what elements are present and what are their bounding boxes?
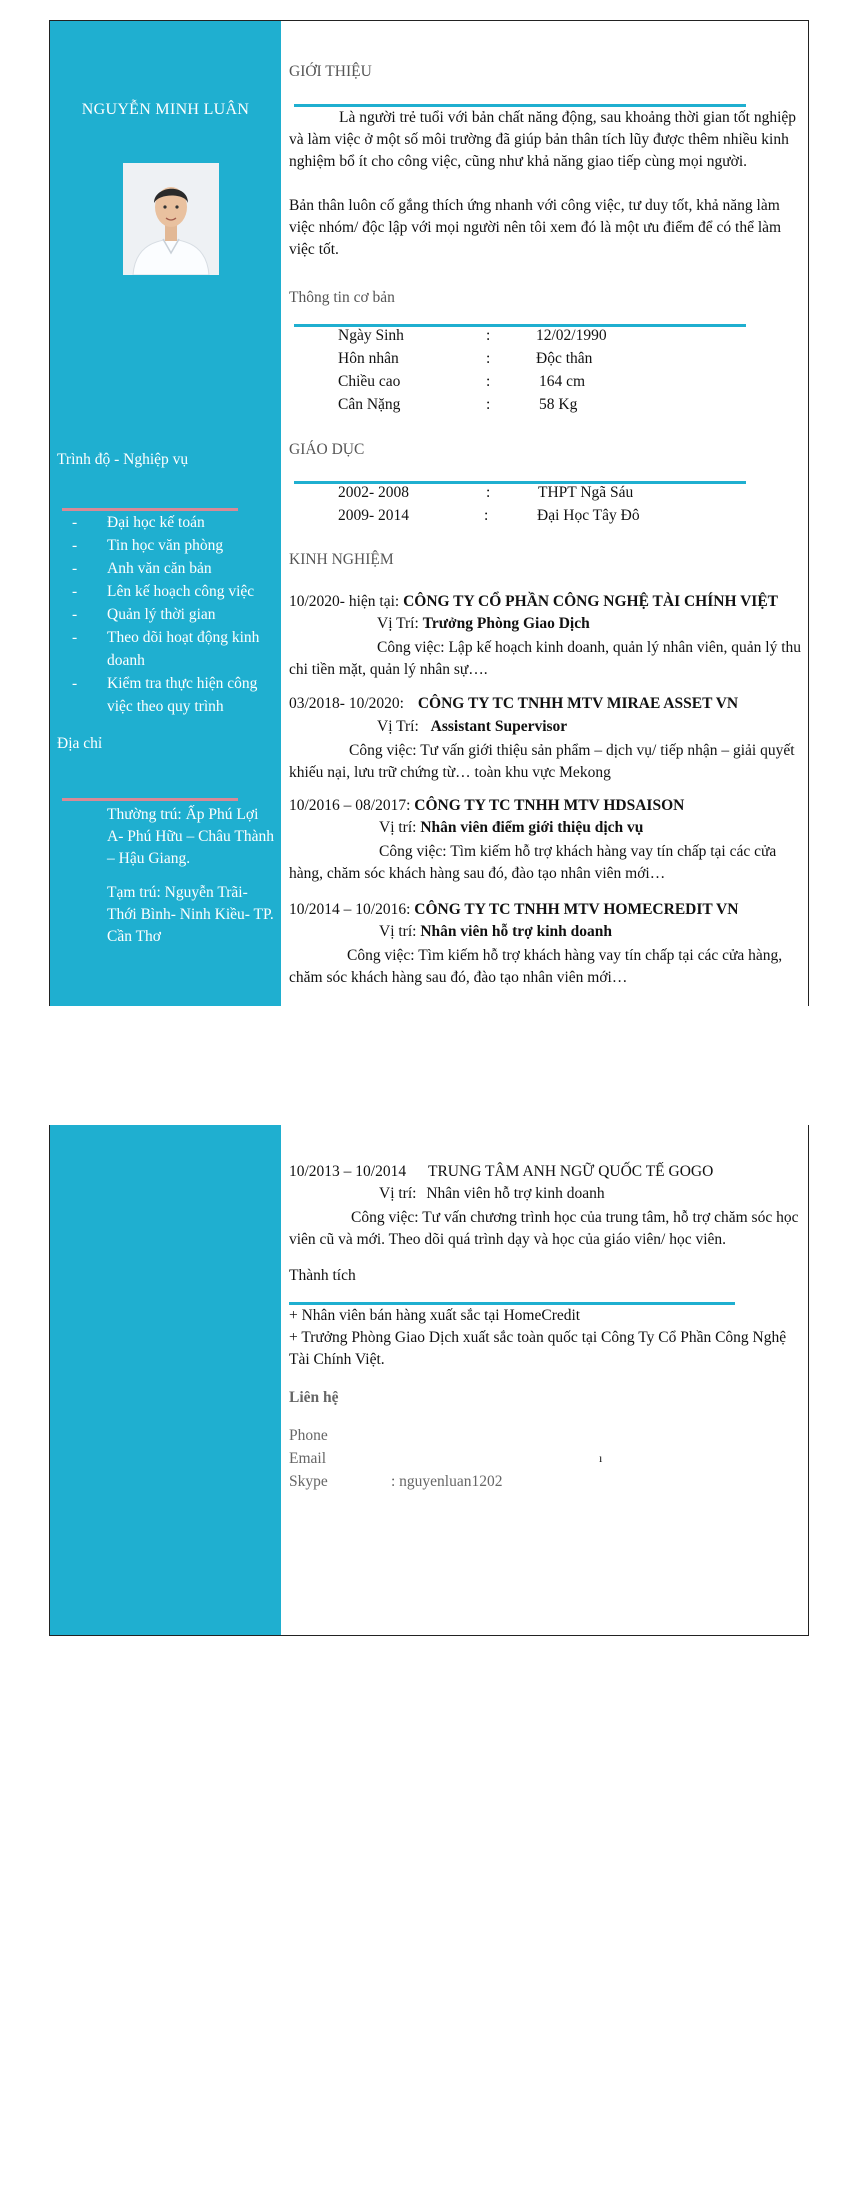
profile-photo [123, 163, 219, 275]
job-company: CÔNG TY CỔ PHẦN CÔNG NGHỆ TÀI CHÍNH VIỆT [403, 593, 778, 610]
sidebar [50, 1125, 281, 1635]
job-company: CÔNG TY TC TNHH MTV HDSAISON [414, 797, 685, 814]
address-heading: Địa chỉ [57, 735, 103, 752]
education-school: Đại Học Tây Đô [537, 507, 640, 524]
achievements-heading: Thành tích [289, 1267, 356, 1284]
main-content [281, 1125, 808, 1635]
education-years: 2009- 2014 [338, 507, 410, 524]
job-task: Công việc: Tìm kiếm hỗ trợ khách hàng vay tín chấp tại các cửa hàng, chăm sóc khách hàng sau đó, đào tạo nhân viên mới… [289, 843, 777, 882]
skype-label: Skype [289, 1473, 328, 1490]
sidebar [50, 21, 281, 1006]
skill-item: - Tin học văn phòng [70, 534, 275, 557]
job-task: Công việc: Tư vấn chương trình học của trung tâm, hỗ trợ chăm sóc học viên cũ và mới. Theo dõi quá trình dạy và học của giáo viên/ học viên. [289, 1209, 799, 1248]
job-role: Vị Trí: Trưởng Phòng Giao Dịch [377, 615, 590, 632]
skill-item: - Quản lý thời gian [70, 603, 275, 626]
intro-heading: GIỚI THIỆU [289, 63, 372, 80]
skype-value: : nguyenluan1202 [391, 1473, 503, 1490]
job-role: Vị trí: Nhân viên hỗ trợ kinh doanh [379, 1185, 605, 1202]
job-period: 10/2014 – 10/2016: [289, 901, 411, 918]
skills-heading: Trình độ - Nghiệp vụ [57, 451, 189, 468]
job-header [289, 593, 778, 611]
skill-item: - Kiểm tra thực hiện công việc theo quy trình [70, 672, 275, 718]
achievement-item: + Trưởng Phòng Giao Dịch xuất sắc toàn quốc tại Công Ty Cổ Phần Công Nghệ Tài Chính Việt. [289, 1329, 787, 1368]
job-task: Công việc: Tìm kiếm hỗ trợ khách hàng vay tín chấp tại các cửa hàng, chăm sóc khách hàng sau đó, đào tạo nhân viên mới… [289, 947, 783, 986]
weight-sep: : [486, 396, 491, 413]
dob-value: 12/02/1990 [536, 327, 607, 344]
job-company: CÔNG TY TC TNHH MTV MIRAE ASSET VN [417, 695, 739, 712]
job-period: 10/2016 – 08/2017: [289, 797, 411, 814]
achievement-item: + Nhân viên bán hàng xuất sắc tại HomeCredit [289, 1307, 581, 1324]
height-value: 164 cm [539, 373, 586, 390]
phone-label: Phone [289, 1427, 328, 1444]
job-period: 03/2018- 10/2020: [289, 695, 404, 712]
address-permanent: Thường trú: Ấp Phú Lợi A- Phú Hữu – Châu Thành – Hậu Giang. [107, 806, 274, 867]
candidate-name: NGUYỄN MINH LUÂN [81, 101, 250, 118]
education-sep: : [486, 484, 491, 501]
job-period: 10/2013 – 10/2014 [289, 1163, 407, 1180]
job-role: Vị Trí: Assistant Supervisor [377, 718, 568, 735]
marital-value: Độc thân [536, 350, 593, 367]
height-label: Chiều cao [338, 373, 401, 390]
job-task: Công việc: Lập kế hoạch kinh doanh, quản lý nhân viên, quản lý thu chi tiền mặt, quản lý nhân sự…. [289, 639, 802, 678]
job-role: Vị trí: Nhân viên hỗ trợ kinh doanh [379, 923, 612, 940]
resume-page-1 [49, 20, 809, 1006]
address-temporary: Tạm trú: Nguyễn Trãi- Thới Bình- Ninh Kiều- TP. Cần Thơ [107, 884, 274, 945]
weight-value: 58 Kg [539, 396, 578, 413]
email-label: Email [289, 1450, 327, 1467]
resume-page-2 [49, 1125, 809, 1636]
dob-sep: : [486, 327, 491, 344]
education-school: THPT Ngã Sáu [538, 484, 634, 501]
job-company: CÔNG TY TC TNHH MTV HOMECREDIT VN [414, 901, 739, 918]
main-content [281, 21, 808, 1006]
job-header [289, 797, 684, 815]
experience-heading: KINH NGHIỆM [289, 551, 394, 568]
skill-item: - Đại học kế toán [70, 511, 275, 534]
height-sep: : [486, 373, 491, 390]
job-role: Vị trí: Nhân viên điểm giới thiệu dịch vụ [379, 819, 644, 836]
skill-item: - Theo dõi hoạt động kinh doanh [70, 626, 275, 672]
education-sep: : [484, 507, 489, 524]
skills-list [70, 511, 275, 718]
intro-paragraph-1: Là người trẻ tuổi với bản chất năng động, sau khoảng thời gian tốt nghiệp và làm việc ở một số môi trường đã giúp bản thân tích lũy được thêm nhiều kinh nghiệm bổ ít cho công việc, cũng như khả năng giao tiếp cùng mọi người. [289, 109, 797, 170]
skill-item: - Lên kế hoạch công việc [70, 580, 275, 603]
job-period: 10/2020- hiện tại: [289, 593, 400, 610]
job-header [289, 1163, 713, 1181]
dob-label: Ngày Sinh [338, 327, 404, 344]
stray-mark: ı [599, 1451, 603, 1465]
profile-photo-image [123, 163, 219, 275]
intro-paragraph-2: Bản thân luôn cố gắng thích ứng nhanh với công việc, tư duy tốt, khả năng làm việc nhóm/ độc lập với mọi người nên tôi xem đó là một ưu điểm để có thể làm việc tốt. [289, 197, 782, 258]
marital-label: Hôn nhân [338, 350, 399, 367]
basic-info-heading: Thông tin cơ bản [289, 289, 395, 306]
marital-sep: : [486, 350, 491, 367]
job-task: Công việc: Tư vấn giới thiệu sản phẩm – dịch vụ/ tiếp nhận – giải quyết khiếu nại, lưu trữ chứng từ… toàn khu vực Mekong [289, 742, 795, 781]
education-heading: GIÁO DỤC [289, 441, 365, 458]
contact-heading: Liên hệ [289, 1389, 339, 1406]
job-header [289, 695, 738, 713]
education-years: 2002- 2008 [338, 484, 410, 501]
job-header [289, 901, 738, 919]
job-company: TRUNG TÂM ANH NGỮ QUỐC TẾ GOGO [428, 1163, 714, 1180]
weight-label: Cân Nặng [338, 396, 401, 413]
skill-item: - Anh văn căn bản [70, 557, 275, 580]
address-divider [62, 798, 238, 801]
